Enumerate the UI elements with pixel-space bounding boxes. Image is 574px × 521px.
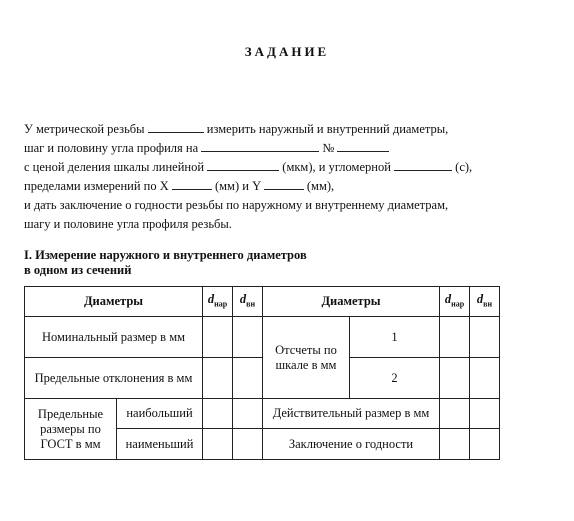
task-text: шаг и половину угла профиля на (24, 141, 199, 155)
largest-d-outer-cell[interactable] (203, 399, 233, 429)
table-header-row (25, 287, 500, 317)
nominal-d-inner-cell[interactable] (233, 317, 263, 358)
readings-label: Отсчеты по шкале в мм (263, 317, 350, 399)
section-title-line-2: в одном из сечений (24, 263, 132, 277)
header-d-inner-left: $d_{вн}$ (233, 287, 263, 317)
smallest-label: наименьший (117, 429, 203, 460)
blank-thread-field[interactable] (148, 120, 204, 133)
largest-label: наибольший (117, 399, 203, 429)
task-paragraph (24, 120, 559, 234)
task-text: (мм), (306, 179, 335, 193)
header-diameters-left: Диаметры (25, 287, 203, 317)
conclusion-label: Заключение о годности (263, 429, 440, 460)
conclusion-d-inner-cell[interactable] (470, 429, 500, 460)
reading-2-d-outer-cell[interactable] (440, 358, 470, 399)
task-line-3 (24, 158, 559, 177)
task-text: измерить наружный и внутренний диаметры, (206, 122, 449, 136)
header-d-outer-right: $d_{нар}$ (440, 287, 470, 317)
reading-1-d-inner-cell[interactable] (470, 317, 500, 358)
task-text: (мм) и Y (214, 179, 261, 193)
nominal-size-label: Номинальный размер в мм (25, 317, 203, 358)
page-title: ЗАДАНИЕ (244, 44, 330, 59)
table-row (25, 358, 500, 399)
task-line-4 (24, 177, 559, 196)
limit-sizes-label: Предельные размеры по ГОСТ в мм (25, 399, 117, 460)
table-row (25, 317, 500, 358)
task-text: с ценой деления шкалы линейной (24, 160, 205, 174)
task-line-2 (24, 139, 559, 158)
actual-d-outer-cell[interactable] (440, 399, 470, 429)
nominal-d-outer-cell[interactable] (203, 317, 233, 358)
header-diameters-right: Диаметры (263, 287, 440, 317)
actual-d-inner-cell[interactable] (470, 399, 500, 429)
task-text: пределами измерений по X (24, 179, 169, 193)
measurement-table (24, 286, 500, 460)
section-title-line-1: I. Измерение наружного и внутреннего диаметров (24, 248, 307, 262)
blank-x-range-field[interactable] (172, 177, 212, 190)
reading-2-d-inner-cell[interactable] (470, 358, 500, 399)
task-line-5: и дать заключение о годности резьбы по наружному и внутреннему диаметрам, (24, 198, 449, 212)
table-row (25, 399, 500, 429)
header-d-inner-right: $d_{вн}$ (470, 287, 500, 317)
actual-size-label: Действительный размер в мм (263, 399, 440, 429)
number-sign: № (322, 141, 335, 155)
largest-d-inner-cell[interactable] (233, 399, 263, 429)
smallest-d-inner-cell[interactable] (233, 429, 263, 460)
blank-linear-division-field[interactable] (207, 158, 279, 171)
deviations-d-inner-cell[interactable] (233, 358, 263, 399)
blank-instrument-field[interactable] (201, 139, 319, 152)
smallest-d-outer-cell[interactable] (203, 429, 233, 460)
task-text: (мкм), и угломерной (282, 160, 391, 174)
blank-angular-division-field[interactable] (394, 158, 452, 171)
task-text: (c), (455, 160, 473, 174)
blank-number-field[interactable] (337, 139, 389, 152)
reading-1-label: 1 (350, 317, 440, 358)
blank-y-range-field[interactable] (264, 177, 304, 190)
section-heading (24, 248, 544, 278)
task-line-1 (24, 120, 559, 139)
reading-2-label: 2 (350, 358, 440, 399)
deviations-label: Предельные отклонения в мм (25, 358, 203, 399)
conclusion-d-outer-cell[interactable] (440, 429, 470, 460)
task-line-6: шагу и половине угла профиля резьбы. (24, 217, 232, 231)
header-d-outer-left: $d_{нар}$ (203, 287, 233, 317)
deviations-d-outer-cell[interactable] (203, 358, 233, 399)
reading-1-d-outer-cell[interactable] (440, 317, 470, 358)
task-text: У метрической резьбы (24, 122, 145, 136)
